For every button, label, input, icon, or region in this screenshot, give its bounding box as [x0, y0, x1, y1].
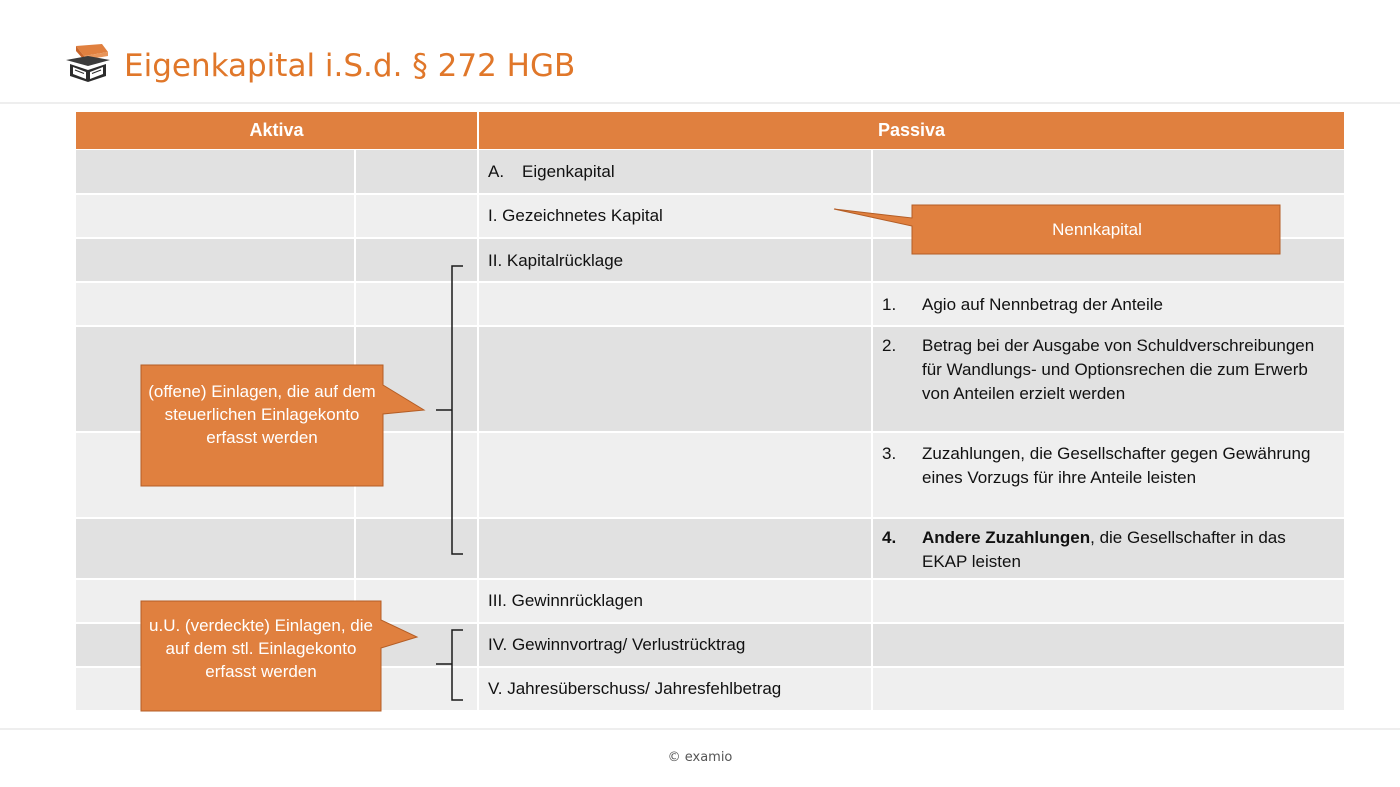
sub-item-text: Zuzahlungen, die Gesellschafter gegen Gewährung eines Vorzugs für ihre Anteile leisten [922, 444, 1311, 487]
sub-item-number: 3. [882, 444, 897, 463]
kapitalruecklage-bracket [436, 266, 463, 554]
verdeckte-einlagen-callout: u.U. (verdeckte) Einlagen, die auf dem stl. Einlagekonto erfasst werden [149, 616, 373, 681]
header-aktiva: Aktiva [76, 112, 477, 149]
footer-divider [0, 728, 1400, 730]
item-a-label: Eigenkapital [522, 162, 615, 181]
sub-item-bold-text: Andere Zuzahlungen [922, 528, 1091, 547]
gewinn-bracket [436, 630, 463, 700]
item-a-number: A. [488, 162, 505, 181]
page-title: Eigenkapital i.S.d. § 272 HGB [124, 48, 576, 84]
sub-item-rest-text: , die Gesellschafter in das EKAP leisten [922, 528, 1286, 571]
sub-item-number: 2. [882, 336, 897, 355]
nennkapital-callout: Nennkapital [1052, 220, 1142, 239]
sub-item-text: Betrag bei der Ausgabe von Schuldverschreibungen für Wandlungs- und Optionsrechen die zum Erwerb von Anteilen erzielt werden [922, 336, 1315, 403]
copyright-footer: © examio [667, 750, 733, 765]
sub-item-number: 4. [882, 528, 897, 547]
offene-einlagen-callout: (offene) Einlagen, die auf dem steuerlichen Einlagekonto erfasst werden [148, 382, 376, 447]
item-gewinnruecklagen: III. Gewinnrücklagen [488, 591, 643, 610]
sub-item-text: Agio auf Nennbetrag der Anteile [922, 295, 1164, 314]
item-gezeichnetes-kapital: I. Gezeichnetes Kapital [488, 206, 663, 225]
item-gewinnvortrag: IV. Gewinnvortrag/ Verlustrücktrag [488, 635, 746, 654]
header-passiva: Passiva [479, 112, 1344, 149]
item-kapitalruecklage: II. Kapitalrücklage [488, 251, 624, 270]
sub-item-number: 1. [882, 295, 897, 314]
item-jahresueberschuss: V. Jahresüberschuss/ Jahresfehlbetrag [488, 679, 782, 698]
